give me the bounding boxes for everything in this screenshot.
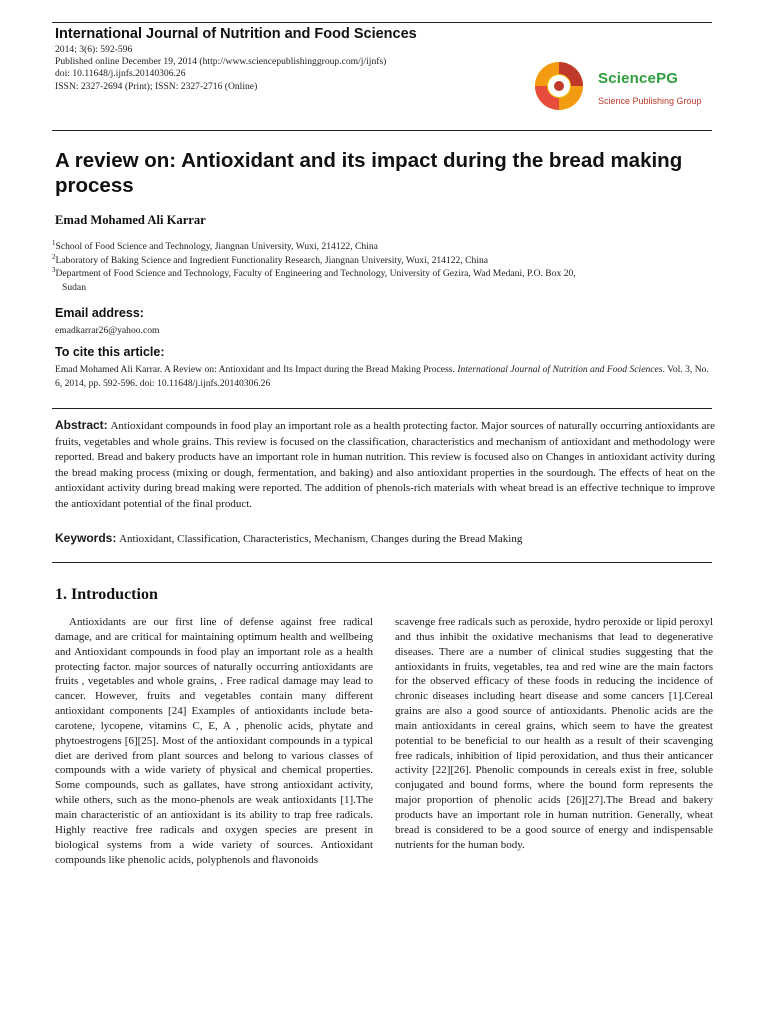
header-rule [52,130,712,131]
affiliation-2 [52,254,712,268]
section-title: 1. Introduction [55,586,158,603]
affiliations [52,240,712,294]
affiliation-text: Department of Food Science and Technology, Faculty of Engineering and Technology, University of Gezira, Wad Medani, P.O. Box 20, [55,268,576,279]
abstract [55,418,715,513]
meta-issue: 2014; 3(6): 592-596 [55,44,133,55]
author-name: Emad Mohamed Ali Karrar [55,213,206,227]
cite-heading: To cite this article: [55,345,165,359]
body-column-right: scavenge free radicals such as peroxide, hydro peroxide or lipid peroxyl and thus inhibit the oxidative mechanisms that lead to degenerative diseases. There are a number of clinical studies suggesting that the antioxidants in fruits, vegetables, tea and red wine are the main factors for the observed efficacy of these foods in reducing the incidence of chronic diseases including heart disease and some cancers [1].Cereal grains are also a good source of antioxidants. Phenolic acids are the main antioxidants in cereal grains, which seem to have the greatest potential to be beneficial to our health as a result of their scavenging free radicals, inhibition of lipid peroxidation, and thus their anticancer activity [22][26]. Phenolic compounds in cereals exist in free, soluble conjugated and bound forms, where the bound form represents the major proportion of phenolic acids [26][27].The Bread and bakery products have an important role in human nutrition. Generally, wheat bread is considered to be a good source of energy and indispensable nutrients for the human body. [395,616,713,851]
body-column-left: Antioxidants are our first line of defense against free radical damage, and are critical for maintaining optimum health and wellbeing and Antioxidant compounds in food play an important role as a health protecting factor. major sources of naturally occurring antioxidants are fruits , vegetables and whole grains, . Free radical damage may lead to cancer. However, fruits and vegetables contain many different antioxidant components [24] Examples of antioxidants include beta-carotene, lycopene, vitamins C, E, A , phenolic acids, phytate and phytoestrogens [6][25]. Most of the antioxidant compounds in a typical diet are derived from plant sources and belong to various classes of compounds with a wide variety of physical and chemical properties. Some compounds, such as gallates, have strong antioxidant activity, while others, such as the mono-phenols are weak antioxidants [1].The main characteristic of an antioxidant is its ability to trap free radicals. Highly reactive free radicals and oxygen species are present in biological systems from a wide variety of sources. Antioxidant compounds like phenolic acids, polyphenols and flavonoids [55,616,373,866]
article-title: A review on: Antioxidant and its impact during the bread making process [55,149,683,197]
logo-subtitle: Science Publishing Group [598,96,702,106]
abstract-bottom-rule [52,562,712,563]
affiliation-3-continued: Sudan [62,281,86,293]
journal-title: International Journal of Nutrition and Food Sciences [55,26,417,42]
keywords [55,531,715,547]
author-email: emadkarrar26@yahoo.com [55,325,160,336]
keywords-text: Antioxidant, Classification, Characteristics, Mechanism, Changes during the Bread Making [119,533,523,545]
abstract-top-rule [52,408,712,409]
affiliation-text: Laboratory of Baking Science and Ingredient Functionality Research, Jiangnan University, Wuxi, 214122, China [55,254,489,266]
meta-issn: ISSN: 2327-2694 (Print); ISSN: 2327-2716 (Online) [55,80,258,92]
meta-published: Published online December 19, 2014 (http://www.sciencepublishinggroup.com/j/ijnfs) [55,56,387,68]
logo-wordmark: SciencePG [598,70,679,87]
logo-swirl-icon [535,62,583,110]
publication-meta [55,44,386,93]
abstract-label: Abstract: [55,418,108,432]
affiliation-number: 2 [52,252,56,261]
email-heading: Email address: [55,306,144,320]
citation [55,363,715,390]
affiliation-1 [52,240,712,254]
affiliation-number: 1 [52,239,56,247]
affiliation-3 [52,267,712,281]
meta-doi: doi: 10.11648/j.ijnfs.20140306.26 [55,68,186,80]
citation-details: . Vol. 3, No. 6, 2014, pp. 592-596. doi: 10.11648/j.ijnfs.20140306.26 [55,364,709,389]
citation-text: Emad Mohamed Ali Karrar. A Review on: Antioxidant and Its Impact during the Bread Making Process. [55,364,455,375]
affiliation-text: School of Food Science and Technology, Jiangnan University, Wuxi, 214122, China [55,241,378,252]
citation-journal: International Journal of Nutrition and Food Sciences [457,364,663,375]
abstract-text: Antioxidant compounds in food play an important role as a health protecting factor. Major sources of naturally occurring antioxidants are fruits, vegetables and whole grains. This review is focused on the classification, characteristics and mechanism of antioxidant and methodology were reported. Bread and bakery products have an important role in human nutrition. This review is focused also on Changes in antioxidant activity during the bread making process (mixing or dough, fermentation, and baking) and also antioxidant properties in the sourdough. The effects of heat on the antioxidant activity during bread making were reported. The addition of phenols-rich materials with wheat bread is an effective technique to improve the antioxidant potential of the final product. [55,420,716,510]
keywords-label: Keywords: [55,531,117,545]
top-rule [52,22,712,23]
affiliation-number: 3 [52,266,56,274]
